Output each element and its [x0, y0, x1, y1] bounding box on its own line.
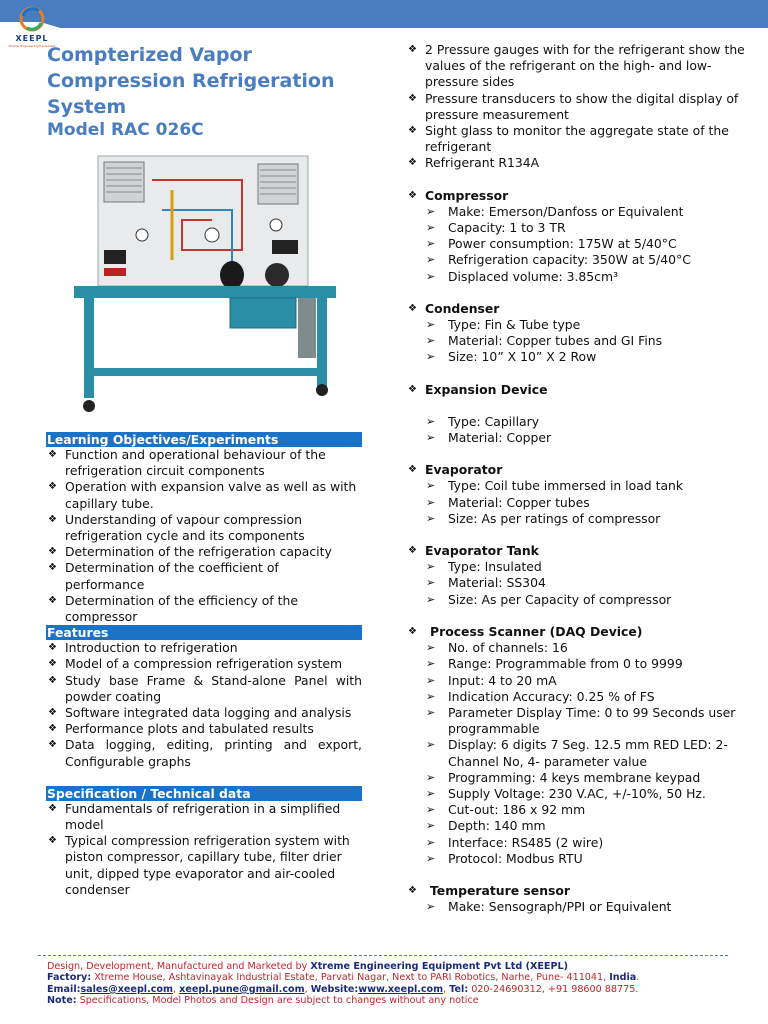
list-item: ❖ Sight glass to monitor the aggregate state of the refrigerant [406, 123, 758, 155]
logo-text: XEEPL [15, 34, 49, 43]
list-item: ➢ Capacity: 1 to 3 TR [406, 220, 758, 236]
list-item: ➢ Indication Accuracy: 0.25 % of FS [406, 689, 758, 705]
list-item: ❖ Operation with expansion valve as well as with capillary tube. [46, 479, 362, 511]
list-item: ➢ Displaced volume: 3.85cm³ [406, 269, 758, 285]
list-item: ➢ Display: 6 digits 7 Seg. 12.5 mm RED LED: 2-Channel No, 4- parameter value [406, 737, 758, 769]
list-item: ❖ Refrigerant R134A [406, 155, 758, 171]
scanner-list [406, 640, 758, 867]
company-name: Xtreme Engineering Equipment Pvt Ltd (XEEPL) [310, 961, 569, 972]
footer-line-2: Factory: Xtreme House, Ashtavinayak Industrial Estate, Parvati Nagar, Next to PARI Robotics, Narhe, Pune- 411041, India. [47, 972, 640, 984]
learning-list [46, 447, 362, 625]
left-column [46, 432, 362, 898]
list-item: ➢ Material: Copper tubes [406, 495, 758, 511]
temp-sensor-heading: ❖ Temperature sensor [406, 883, 758, 899]
list-item: ❖ Determination of the efficiency of the compressor [46, 593, 362, 625]
list-item: ➢ Material: Copper tubes and GI Fins [406, 333, 758, 349]
list-item: ➢ No. of channels: 16 [406, 640, 758, 656]
footer-line-1 [47, 961, 747, 972]
condenser-list [406, 317, 758, 366]
intro-list [406, 42, 758, 172]
features-heading: Features [46, 625, 362, 640]
logo-swirl-icon [17, 6, 47, 32]
list-item: ➢ Material: Copper [406, 430, 758, 446]
list-item: ❖ Determination of the coefficient of performance [46, 560, 362, 592]
email-link-sales[interactable]: sales@xeepl.com [80, 983, 174, 995]
tel-numbers: 020-24690312, +91 98600 88775. [468, 983, 639, 995]
list-item: ❖ 2 Pressure gauges with for the refrigerant show the values of the refrigerant on the high- and low-pressure sides [406, 42, 758, 91]
footer [47, 961, 747, 1007]
list-item: ➢ Cut-out: 186 x 92 mm [406, 802, 758, 818]
equipment-photo [62, 150, 352, 422]
footer-text: Design, Development, Manufactured and Marketed by [47, 961, 311, 972]
list-item: ❖ Software integrated data logging and analysis [46, 705, 362, 721]
evap-tank-heading: ❖ Evaporator Tank [406, 543, 758, 559]
compressor-heading: ❖ Compressor [406, 188, 758, 204]
evaporator-heading: ❖ Evaporator [406, 462, 758, 478]
header-band [0, 0, 768, 30]
list-item: ➢ Make: Sensograph/PPI or Equivalent [406, 899, 758, 915]
evap-tank-list [406, 559, 758, 608]
tel-label: Tel: [449, 983, 469, 995]
temp-sensor-list [406, 899, 758, 915]
note-text: Specifications, Model Photos and Design are subject to changes without any notice [76, 995, 479, 1007]
compressor-list [406, 204, 758, 285]
list-item: ➢ Type: Coil tube immersed in load tank [406, 478, 758, 494]
factory-address: Xtreme House, Ashtavinayak Industrial Estate, Parvati Nagar, Next to PARI Robotics, Narhe, Pune- 411041, [91, 972, 610, 984]
list-item: ❖ Pressure transducers to show the digital display of pressure measurement [406, 91, 758, 123]
list-item: ➢ Type: Capillary [406, 414, 758, 430]
list-item: ❖ Introduction to refrigeration [46, 640, 362, 656]
list-item: ❖ Model of a compression refrigeration system [46, 656, 362, 672]
model-number: Model RAC 026C [47, 120, 204, 140]
right-column [406, 42, 758, 915]
list-item: ❖ Study base Frame & Stand-alone Panel with powder coating [46, 673, 362, 705]
list-item: ➢ Make: Emerson/Danfoss or Equivalent [406, 204, 758, 220]
factory-country: India [609, 972, 637, 984]
list-item: ❖ Performance plots and tabulated results [46, 721, 362, 737]
footer-line-4 [47, 995, 747, 1006]
list-item: ❖ Function and operational behaviour of the refrigeration circuit components [46, 447, 362, 479]
spec-list [46, 801, 362, 898]
list-item: ❖ Understanding of vapour compression refrigeration cycle and its components [46, 512, 362, 544]
email-link-pune[interactable]: xeepl.pune@gmail.com [179, 983, 305, 995]
list-item: ➢ Size: 10” X 10” X 2 Row [406, 349, 758, 365]
footer-line-3: Email:sales@xeepl.com, xeepl.pune@gmail.com, Website:www.xeepl.com, Tel: 020-24690312, +91 98600 88775. [47, 983, 639, 995]
list-item: ❖ Determination of the refrigeration capacity [46, 544, 362, 560]
email-label: Email: [47, 983, 81, 995]
list-item: ❖ Data logging, editing, printing and export, Configurable graphs [46, 737, 362, 769]
list-item: ➢ Input: 4 to 20 mA [406, 673, 758, 689]
list-item: ➢ Material: SS304 [406, 575, 758, 591]
website-link[interactable]: www.xeepl.com [358, 983, 444, 995]
list-item: ➢ Size: As per Capacity of compressor [406, 592, 758, 608]
website-label: Website: [310, 983, 359, 995]
condenser-heading: ❖ Condenser [406, 301, 758, 317]
list-item: ➢ Range: Programmable from 0 to 9999 [406, 656, 758, 672]
list-item: ❖ Typical compression refrigeration system with piston compressor, capillary tube, filter drier unit, dipped type evaporator and air-cooled condenser [46, 833, 362, 898]
list-item: ➢ Protocol: Modbus RTU [406, 851, 758, 867]
list-item: ➢ Supply Voltage: 230 V.AC, +/-10%, 50 Hz. [406, 786, 758, 802]
list-item: ➢ Type: Fin & Tube type [406, 317, 758, 333]
expansion-heading: ❖ Expansion Device [406, 382, 758, 398]
list-item: ➢ Programming: 4 keys membrane keypad [406, 770, 758, 786]
evaporator-list [406, 478, 758, 527]
list-item: ➢ Interface: RS485 (2 wire) [406, 835, 758, 851]
features-list [46, 640, 362, 770]
footer-divider [38, 955, 728, 956]
spec-heading: Specification / Technical data [46, 786, 362, 801]
note-label: Note: [47, 995, 77, 1007]
list-item: ➢ Depth: 140 mm [406, 818, 758, 834]
list-item: ➢ Size: As per ratings of compressor [406, 511, 758, 527]
list-item: ❖ Fundamentals of refrigeration in a simplified model [46, 801, 362, 833]
list-item: ➢ Power consumption: 175W at 5/40°C [406, 236, 758, 252]
page-title: Compterized Vapor Compression Refrigeration System [47, 44, 335, 118]
list-item: ➢ Parameter Display Time: 0 to 99 Seconds user programmable [406, 705, 758, 737]
expansion-list [406, 414, 758, 446]
learning-heading: Learning Objectives/Experiments [46, 432, 362, 447]
factory-label: Factory: [47, 972, 92, 984]
logo-tagline: Xtreme Engineering Equipment [8, 44, 56, 48]
list-item: ➢ Type: Insulated [406, 559, 758, 575]
scanner-heading: ❖ Process Scanner (DAQ Device) [406, 624, 758, 640]
list-item: ➢ Refrigeration capacity: 350W at 5/40°C [406, 252, 758, 268]
